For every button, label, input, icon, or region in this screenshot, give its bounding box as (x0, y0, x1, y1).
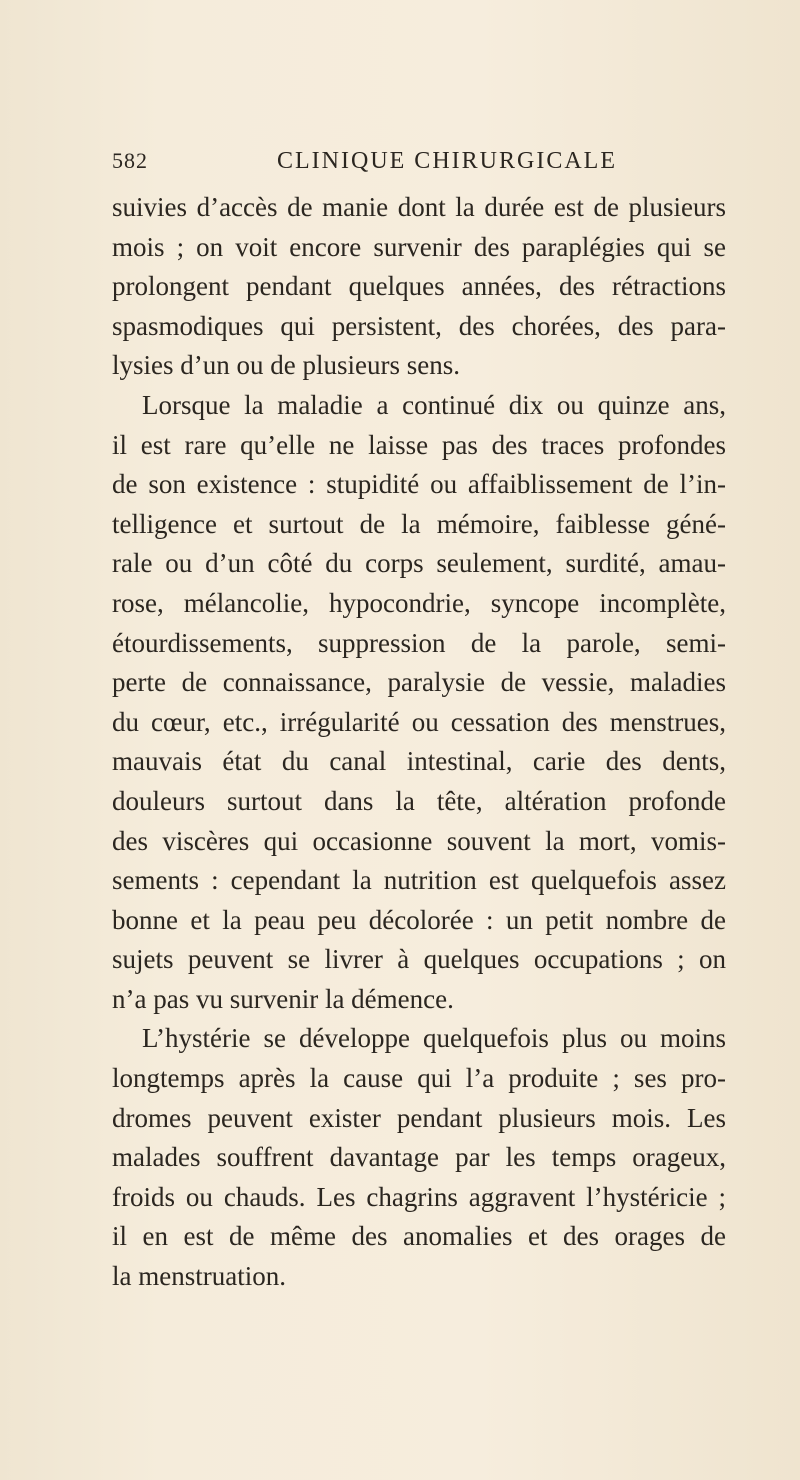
text-line: il est rare qu’elle ne laisse pas des traces profondes (112, 429, 726, 460)
text-line: froids ou chauds. Les chagrins aggravent l’hystéricie ; (112, 1181, 726, 1212)
text-line: Lorsque la maladie a continué dix ou quinze ans, (142, 389, 726, 420)
text-line: telligence et surtout de la mémoire, faiblesse géné- (112, 508, 726, 539)
text-line: rale ou d’un côté du corps seulement, surdité, amau- (112, 548, 726, 579)
text-line: douleurs surtout dans la tête, altération profonde (112, 785, 726, 816)
text-line: L’hystérie se développe quelquefois plus ou moins (142, 1023, 726, 1054)
text-line: spasmodiques qui persistent, des chorées, des para- (112, 310, 726, 341)
page-number: 582 (112, 148, 148, 173)
text-line: bonne et la peau peu décolorée : un petit nombre de (112, 904, 726, 935)
text-line: longtemps après la cause qui l’a produite ; ses pro- (112, 1063, 726, 1094)
text-line: des viscères qui occasionne souvent la mort, vomis- (112, 825, 726, 856)
text-line: malades souffrent davantage par les temps orageux, (112, 1142, 726, 1173)
text-line: mauvais état du canal intestinal, carie des dents, (112, 746, 726, 777)
text-line: la menstruation. (112, 1261, 286, 1292)
page-header (112, 148, 712, 178)
text-line: lysies d’un ou de plusieurs sens. (112, 350, 460, 381)
text-line: perte de connaissance, paralysie de vessie, maladies (112, 667, 726, 698)
text-line: sujets peuvent se livrer à quelques occupations ; on (112, 944, 726, 975)
text-line: mois ; on voit encore survenir des paraplégies qui se (112, 231, 726, 262)
text-line: rose, mélancolie, hypocondrie, syncope incomplète, (112, 587, 726, 618)
text-line: de son existence : stupidité ou affaiblissement de l’in- (112, 469, 726, 500)
text-line: suivies d’accès de manie dont la durée est de plusieurs (112, 192, 726, 222)
body-text (112, 188, 726, 1297)
text-line: dromes peuvent exister pendant plusieurs mois. Les (112, 1102, 726, 1133)
text-line: prolongent pendant quelques années, des rétractions (112, 271, 726, 302)
text-line: sements : cependant la nutrition est quelquefois assez (112, 865, 726, 896)
text-line: étourdissements, suppression de la parole, semi- (112, 627, 726, 658)
text-line: n’a pas vu survenir la démence. (112, 983, 454, 1014)
text-line: du cœur, etc., irrégularité ou cessation des menstrues, (112, 706, 726, 737)
running-head: CLINIQUE CHIRURGICALE (277, 148, 617, 174)
text-line: il en est de même des anomalies et des orages de (112, 1221, 726, 1252)
